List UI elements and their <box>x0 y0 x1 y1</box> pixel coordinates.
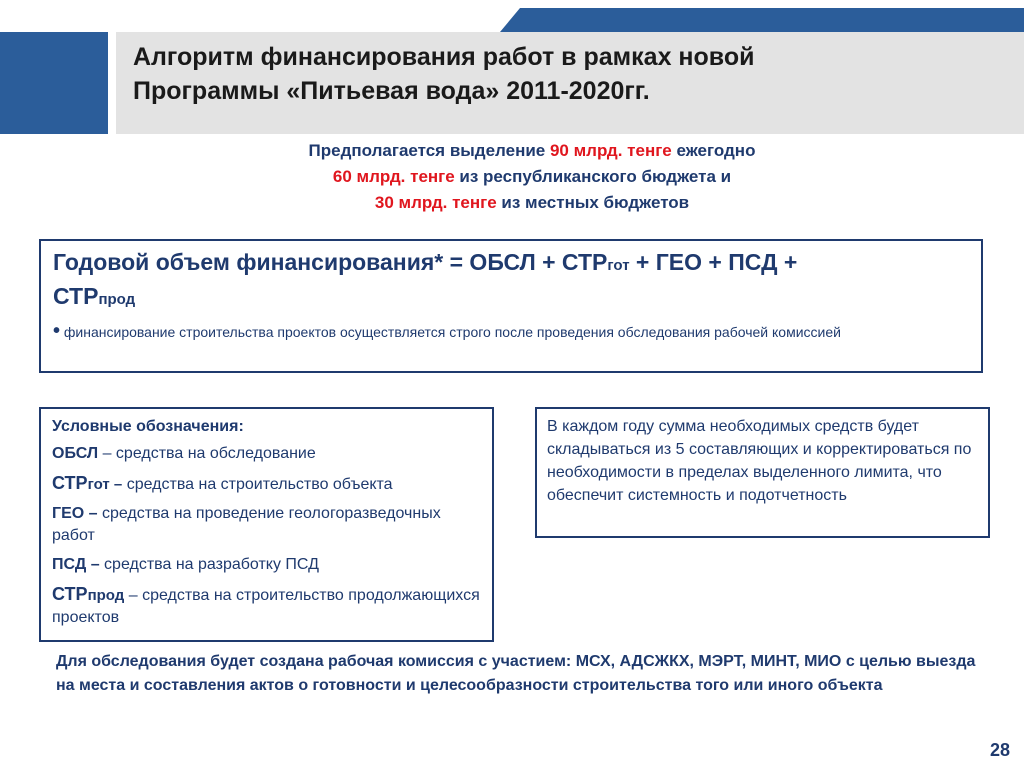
info-box <box>535 407 990 538</box>
legend-desc: средства на проведение геологоразведочных работ <box>52 505 441 544</box>
funding-local-amount: 30 млрд. тенге <box>374 193 497 212</box>
funding-summary <box>0 138 1024 216</box>
legend-desc: средства на строительство объекта <box>122 476 393 493</box>
legend-term-sub: гот – <box>87 476 123 493</box>
formula-part-1: Годовой объем финансирования* = ОБСЛ + СТР <box>53 249 608 275</box>
funding-line-1-prefix: Предполагается выделение <box>308 141 550 160</box>
bullet-icon: • <box>53 320 61 342</box>
legend-item-psd <box>52 554 481 576</box>
legend-item-str-prod <box>52 583 481 629</box>
legend-desc: средства на разработку ПСД <box>99 556 319 573</box>
top-decorative-tab <box>500 8 1024 32</box>
formula-sub-1: гот <box>607 257 630 274</box>
legend-item-geo <box>52 503 481 547</box>
funding-line-1-suffix: ежегодно <box>671 141 756 160</box>
legend-item-str-got <box>52 472 481 496</box>
page-title <box>133 40 993 108</box>
commission-text: Для обследования будет создана рабочая комиссия с участием: МСХ, АДСЖКХ, МЭРТ, МИНТ, МИО с целью выезда на места и составления актов о готовности и целесообразности строительства того или иного объекта <box>56 653 976 694</box>
legend-term: ПСД – <box>52 556 100 573</box>
funding-line-1 <box>0 138 1024 164</box>
formula-note-text: финансирование строительства проектов осуществляется строго после проведения обследования рабочей комиссией <box>63 324 841 340</box>
legend-item-obsl <box>52 443 481 465</box>
legend-desc: – средства на строительство продолжающихся проектов <box>52 587 480 626</box>
funding-line-2-suffix: из республиканского бюджета и <box>454 167 732 186</box>
formula-part-2: + ГЕО + ПСД + <box>629 249 798 275</box>
legend-term: СТР <box>52 473 88 493</box>
title-line-1: Алгоритм финансирования работ в рамках новой <box>133 43 755 71</box>
page-number: 28 <box>989 740 1010 760</box>
legend-term: ГЕО – <box>52 505 98 522</box>
title-line-2: Программы «Питьевая вода» 2011-2020гг. <box>133 77 650 105</box>
legend-title: Условные обозначения: <box>52 418 244 435</box>
formula-box <box>39 239 983 373</box>
funding-line-2 <box>0 164 1024 190</box>
legend-desc: – средства на обследование <box>98 445 316 462</box>
header-blue-block <box>0 32 108 134</box>
formula-part-3: СТР <box>53 283 99 309</box>
funding-republican-amount: 60 млрд. тенге <box>332 167 455 186</box>
legend-term: ОБСЛ <box>52 445 99 462</box>
legend-term: СТР <box>52 584 88 604</box>
funding-line-3 <box>0 190 1024 216</box>
legend-term-sub: прод <box>87 587 125 604</box>
formula-note <box>53 321 969 342</box>
legend-box <box>39 407 494 642</box>
formula-sub-2: прод <box>98 291 136 308</box>
funding-line-3-suffix: из местных бюджетов <box>496 193 690 212</box>
funding-total-amount: 90 млрд. тенге <box>549 141 672 160</box>
financing-formula <box>53 247 969 315</box>
info-text: В каждом году сумма необходимых средств будет складываться из 5 составляющих и корректироваться по необходимости в пределах выделенного лимита, что обеспечит системность и подотчетность <box>547 418 972 504</box>
